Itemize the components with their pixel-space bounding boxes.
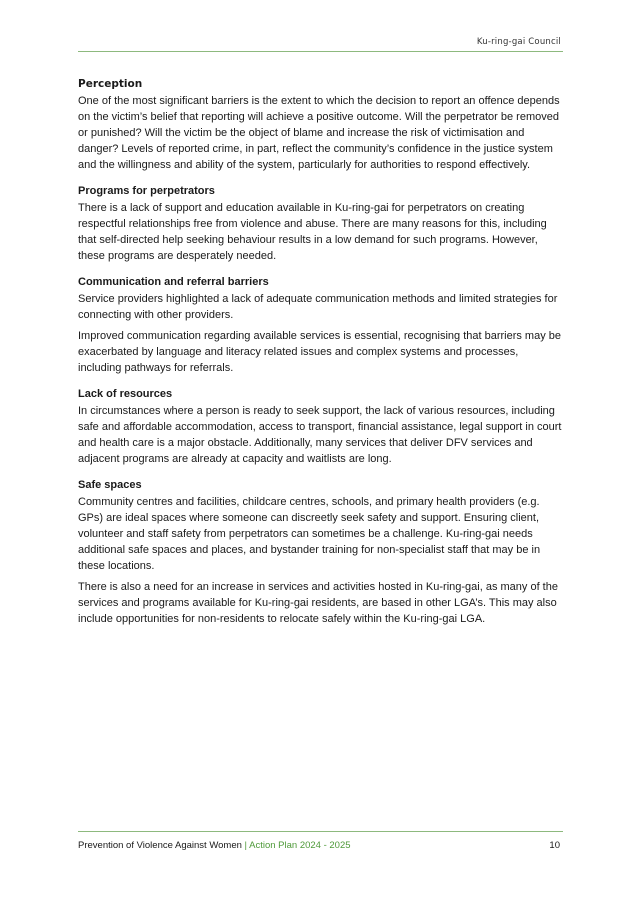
section-programs-for-perpetrators [78, 184, 563, 264]
section-heading: Perception [78, 78, 143, 90]
section-perception [78, 77, 563, 173]
header-divider [78, 51, 563, 52]
section-safe-spaces [78, 478, 563, 627]
section-communication-referral-barriers [78, 275, 563, 376]
footer-divider [78, 831, 563, 832]
footer-document-title: Prevention of Violence Against Women [78, 840, 242, 851]
section-heading: Programs for perpetrators [78, 185, 215, 197]
footer-separator: | [244, 840, 247, 851]
paragraph: Service providers highlighted a lack of adequate communication methods and limited strategies for connecting with other providers. [78, 293, 558, 321]
paragraph: In circumstances where a person is ready to seek support, the lack of various resources, including safe and affordable accommodation, access to transport, financial assistance, legal support in court and health care is a major obstacle. Additionally, many services that deliver DFV services and adjacent programs are already at capacity and waitlists are long. [78, 405, 562, 465]
footer-plan-title: Action Plan 2024 - 2025 [249, 840, 351, 851]
paragraph: One of the most significant barriers is the extent to which the decision to report an offence depends on the victim’s belief that reporting will achieve a positive outcome. Will the perpetrator be removed or punished? Will the victim be the object of blame and increase the risk of victimisation and danger? Levels of reported crime, in part, reflect the community’s confidence in the justice system and the willingness and ability of the system, particularly for authorities to respond effectively. [78, 95, 560, 171]
section-heading: Communication and referral barriers [78, 276, 269, 288]
paragraph: Improved communication regarding available services is essential, recognising that barriers may be exacerbated by language and literacy related issues and complex systems and processes, including pathways for referrals. [78, 330, 562, 374]
paragraph: There is a lack of support and education available in Ku-ring-gai for perpetrators on creating respectful relationships free from violence and abuse. There are many reasons for this, including that self-directed help seeking behaviour results in a low demand for such programs. However, these programs are desperately needed. [78, 202, 547, 262]
section-lack-of-resources [78, 387, 563, 467]
paragraph: There is also a need for an increase in services and activities hosted in Ku-ring-gai, as many of the services and programs available for Ku-ring-gai residents, are based in other LGA’s. This may also include opportunities for non-residents to relocate safely within the Ku-ring-gai LGA. [78, 581, 558, 625]
page-footer [78, 840, 563, 851]
header-organization: Ku-ring-gai Council [476, 37, 561, 47]
section-heading: Lack of resources [78, 388, 173, 400]
paragraph: Community centres and facilities, childcare centres, schools, and primary health providers (e.g. GPs) are ideal spaces where someone can discreetly seek safety and support. Ensuring client, volunteer and staff safety from perpetrators can sometimes be a challenge. Ku-ring-gai needs additional safe spaces and places, and bystander training for non-specialist staff that may be in these locations. [78, 496, 541, 572]
document-body [78, 77, 563, 638]
page-number: 10 [549, 840, 560, 851]
section-heading: Safe spaces [78, 479, 142, 491]
